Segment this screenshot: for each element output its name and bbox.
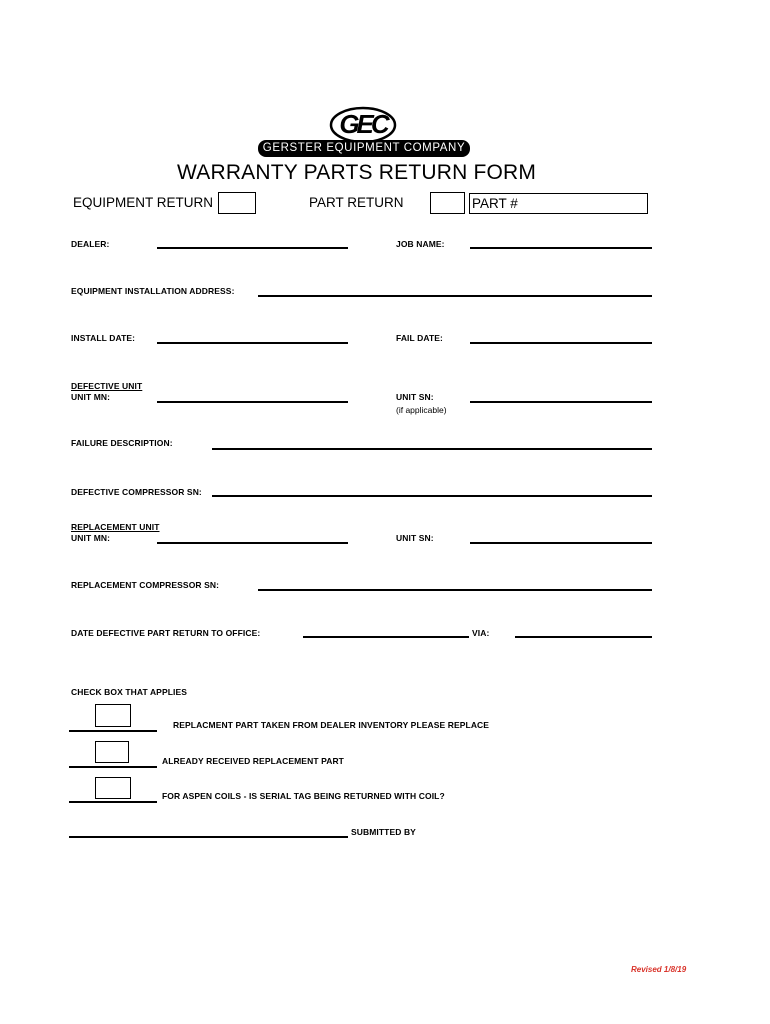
date-return-label: DATE DEFECTIVE PART RETURN TO OFFICE: xyxy=(71,628,261,638)
part-return-label: PART RETURN xyxy=(309,195,404,210)
install-address-line[interactable] xyxy=(258,295,652,297)
replacement-unit-sn-line[interactable] xyxy=(470,542,652,544)
check-dealer-inventory-checkbox[interactable] xyxy=(95,704,131,727)
replacement-unit-mn-label: UNIT MN: xyxy=(71,533,111,543)
via-label: VIA: xyxy=(472,628,490,638)
part-return-checkbox[interactable] xyxy=(430,192,465,214)
install-date-line[interactable] xyxy=(157,342,348,344)
check-aspen-coils-line xyxy=(69,801,157,803)
replacement-unit-mn-line[interactable] xyxy=(157,542,348,544)
defective-compressor-sn-label: DEFECTIVE COMPRESSOR SN: xyxy=(71,487,202,497)
failure-description-line[interactable] xyxy=(212,448,652,450)
check-dealer-inventory-line xyxy=(69,730,157,732)
defective-unit-sn-line[interactable] xyxy=(470,401,652,403)
revised-note: Revised 1/8/19 xyxy=(631,965,687,974)
check-box-heading: CHECK BOX THAT APPLIES xyxy=(71,687,188,697)
check-already-received-label: ALREADY RECEIVED REPLACEMENT PART xyxy=(162,756,344,766)
replacement-compressor-sn-line[interactable] xyxy=(258,589,652,591)
defective-unit-mn-label: UNIT MN: xyxy=(71,392,111,402)
dealer-label: DEALER: xyxy=(71,239,110,249)
equipment-return-label: EQUIPMENT RETURN xyxy=(73,195,214,210)
submitted-by-line[interactable] xyxy=(69,836,348,838)
defective-unit-mn-line[interactable] xyxy=(157,401,348,403)
logo-monogram: GEC xyxy=(339,109,387,139)
defective-unit-heading: DEFECTIVE UNIT xyxy=(71,381,143,391)
check-already-received-line xyxy=(69,766,157,768)
install-address-label: EQUIPMENT INSTALLATION ADDRESS: xyxy=(71,286,235,296)
job-name-label: JOB NAME: xyxy=(396,239,445,249)
check-dealer-inventory-label: REPLACMENT PART TAKEN FROM DEALER INVENTORY PLEASE REPLACE xyxy=(173,720,490,730)
equipment-return-checkbox[interactable] xyxy=(218,192,256,214)
check-aspen-coils-label: FOR ASPEN COILS - IS SERIAL TAG BEING RETURNED WITH COIL? xyxy=(162,791,445,801)
date-return-line[interactable] xyxy=(303,636,469,638)
defective-compressor-sn-line[interactable] xyxy=(212,495,652,497)
company-logo xyxy=(256,104,472,160)
logo-company-name: GERSTER EQUIPMENT COMPANY xyxy=(262,142,466,154)
part-number-field[interactable] xyxy=(469,193,648,214)
check-aspen-coils-checkbox[interactable] xyxy=(95,777,131,799)
replacement-unit-heading: REPLACEMENT UNIT xyxy=(71,522,160,532)
fail-date-label: FAIL DATE: xyxy=(396,333,443,343)
replacement-compressor-sn-label: REPLACEMENT COMPRESSOR SN: xyxy=(71,580,220,590)
via-line[interactable] xyxy=(515,636,652,638)
install-date-label: INSTALL DATE: xyxy=(71,333,136,343)
if-applicable-note: (if applicable) xyxy=(396,405,447,415)
fail-date-line[interactable] xyxy=(470,342,652,344)
failure-description-label: FAILURE DESCRIPTION: xyxy=(71,438,173,448)
defective-unit-sn-label: UNIT SN: xyxy=(396,392,434,402)
job-name-line[interactable] xyxy=(470,247,652,249)
submitted-by-label: SUBMITTED BY xyxy=(351,827,416,837)
form-title: WARRANTY PARTS RETURN FORM xyxy=(177,161,537,184)
replacement-unit-sn-label: UNIT SN: xyxy=(396,533,434,543)
dealer-line[interactable] xyxy=(157,247,348,249)
check-already-received-checkbox[interactable] xyxy=(95,741,129,763)
part-number-label: PART # xyxy=(472,196,518,211)
